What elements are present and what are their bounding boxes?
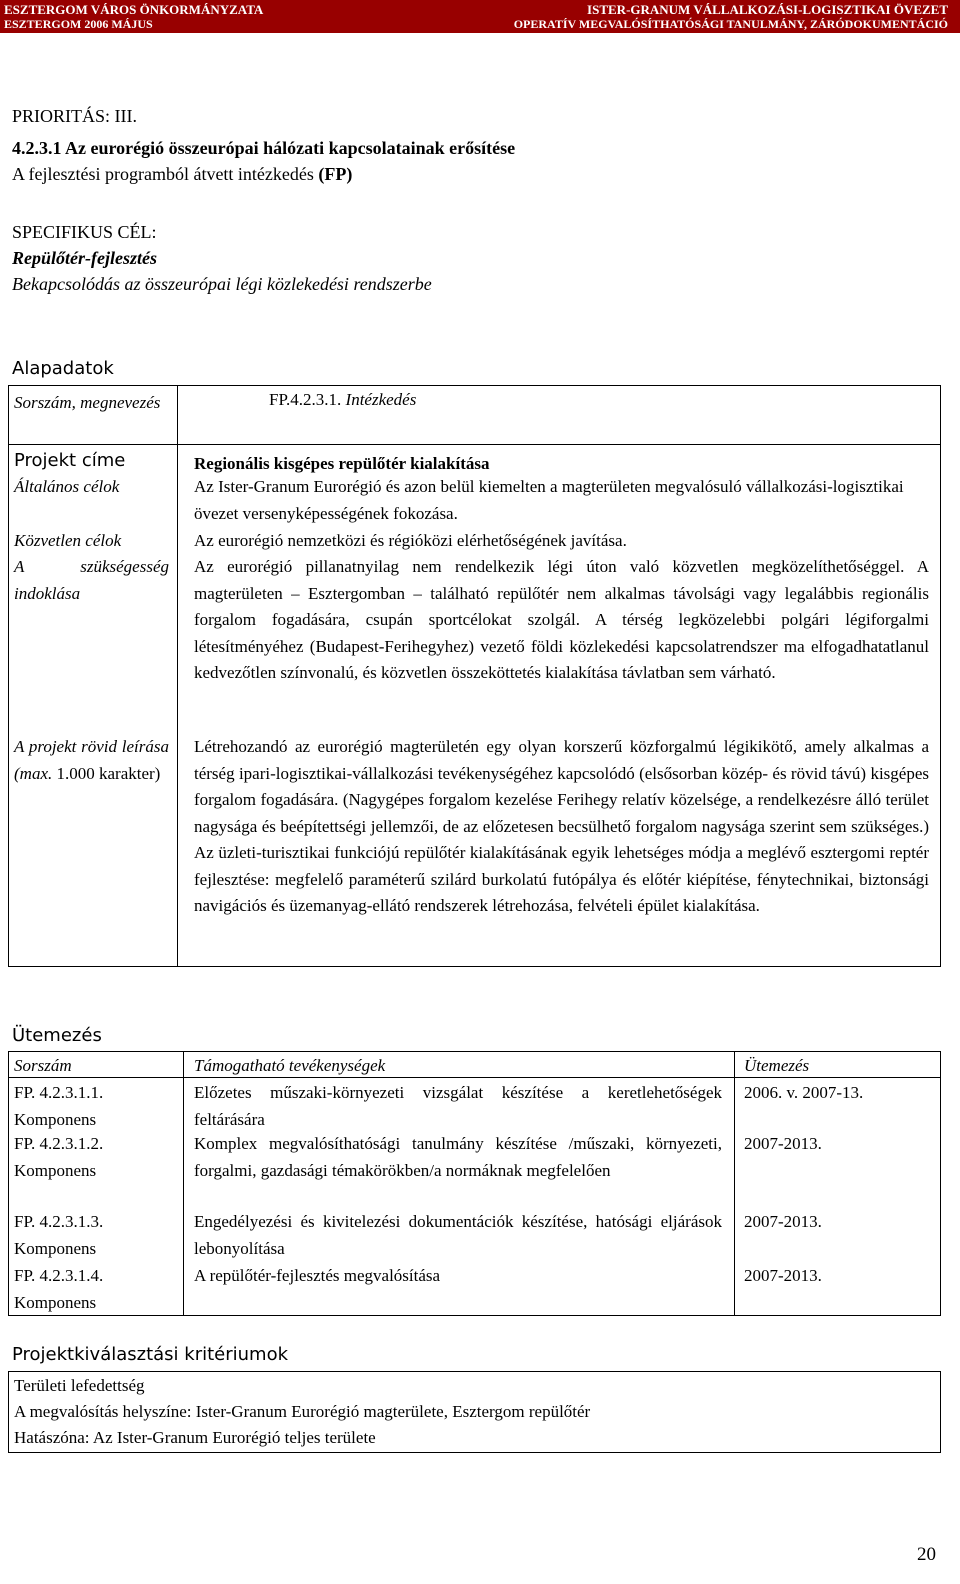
header-date: ESZTERGOM 2006 MÁJUS: [4, 17, 153, 31]
label-sequence: Sorszám, megnevezés: [14, 393, 161, 412]
measure-source-text: A fejlesztési programból átvett intézkedés: [12, 164, 319, 184]
value-sequence-code: FP.4.2.3.1.: [269, 390, 346, 409]
value-justification: Az eurorégió pillanatnyilag nem rendelkezik légi úton való közvetlen megközelíthetőséggel. A magterületen – Esztergomban – található repülőtér nem alkalmas távolsági vagy legalábbis regionális forgalom fogadására, csupán sportcélokat szolgál. A térség legközelebbi polgári légiforgalmi létesítményéhez (Budapest-Ferihegyhez) vezető földi közlekedési kapcsolatrendszer ma elfogadhatatlanul kedvezőtlen színvonalú, és közvetlen összeköttetés kialakítása távlatban sem várható.: [194, 557, 929, 682]
schedule-col-divider-1: [183, 1051, 184, 1316]
schedule-code: FP. 4.2.3.1.3.: [14, 1212, 104, 1231]
label-short-description-text: A projekt rövid leírása (max.: [14, 737, 169, 783]
schedule-type: Komponens: [14, 1292, 97, 1312]
basic-data-column-divider: [177, 385, 178, 967]
schedule-row-code: [14, 1209, 103, 1262]
schedule-row-time: 2007-2013.: [744, 1134, 822, 1153]
schedule-row-code: [14, 1263, 103, 1316]
value-short-description: Létrehozandó az eurorégió magterületén egy olyan korszerű közforgalmú légikikötő, amely alkalmas a térség ipari-logisztikai-vállalkozási tevékenységéhez kapcsolódó (elsősorban közép- és rövid távú) kisgépes forgalom fogadására. (Nagygépes forgalom kezelése Ferihegy relatív közelsége, a rendelkezésre álló terület nagysága és beépítettségi jellemzői, de az előzetesen becsülhető forgalom nagysága szerint sem szükséges.) Az üzleti-turisztikai funkciójú repülőtér kialakításának egyik lehetséges módja a meglévő esztergomi reptér fejlesztése: megfelelő paraméterű szilárd burkolatú futópálya és előtér kiépítése, fénytechnikai, biztonsági navigációs és üzemanyag-ellátó rendszerek létrehozása, felvételi épület kialakítása.: [194, 737, 929, 915]
schedule-row-time: 2006. v. 2007-13.: [744, 1083, 864, 1102]
schedule-row-activity: Előzetes műszaki-környezeti vizsgálat készítése a keretlehetőségek feltárására: [194, 1083, 722, 1129]
schedule-row-time: 2007-2013.: [744, 1212, 822, 1231]
schedule-row-activity: Komplex megvalósíthatósági tanulmány készítése /műszaki, környezeti, forgalmi, gazdasági témakörökben/a normáknak megfelelően: [194, 1134, 722, 1180]
header-doc-type: OPERATÍV MEGVALÓSÍTHATÓSÁGI TANULMÁNY, ZÁRÓDOKUMENTÁCIÓ: [513, 17, 948, 31]
schedule-code: FP. 4.2.3.1.1.: [14, 1083, 104, 1102]
schedule-row-code: [14, 1131, 103, 1184]
schedule-col-divider-2: [734, 1051, 735, 1316]
criteria-line-impact-zone: Hatászóna: Az Ister-Granum Eurorégió teljes területe: [14, 1428, 376, 1447]
value-sequence-kind: Intézkedés: [345, 390, 417, 409]
schedule-type: Komponens: [14, 1238, 97, 1258]
page-number: 20: [917, 1544, 936, 1565]
basic-data-row-divider: [8, 444, 941, 445]
value-sequence: [183, 387, 416, 414]
measure-source-code: (FP): [318, 164, 353, 184]
header-project: ISTER-GRANUM VÁLLALKOZÁSI-LOGISZTIKAI ÖVEZET: [587, 2, 948, 17]
label-general-goals: Általános célok: [14, 477, 120, 496]
value-project-title: Regionális kisgépes repülőtér kialakítása: [194, 454, 490, 473]
specific-goal-description: Bekapcsolódás az összeurópai légi közlekedési rendszerbe: [12, 274, 432, 294]
schedule-col-sequence: Sorszám: [14, 1056, 72, 1075]
specific-goal-label: SPECIFIKUS CÉL:: [12, 222, 157, 242]
label-short-description: [14, 734, 169, 787]
value-direct-goals: Az eurorégió nemzetközi és régióközi elérhetőségének javítása.: [194, 531, 627, 550]
criteria-line-location: A megvalósítás helyszíne: Ister-Granum Eurorégió magterülete, Esztergom repülőtér: [14, 1402, 591, 1421]
schedule-col-timing: Ütemezés: [744, 1056, 810, 1075]
schedule-row-activity: A repülőtér-fejlesztés megvalósítása: [194, 1266, 441, 1285]
schedule-row-code: [14, 1080, 103, 1133]
priority-label: PRIORITÁS: III.: [12, 106, 137, 126]
measure-source: [12, 161, 352, 187]
schedule-row-activity: Engedélyezési és kivitelezési dokumentációk készítése, hatósági eljárások lebonyolítása: [194, 1212, 722, 1258]
basic-data-heading: Alapadatok: [12, 358, 114, 379]
schedule-code: FP. 4.2.3.1.2.: [14, 1134, 104, 1153]
header-organization: ESZTERGOM VÁROS ÖNKORMÁNYZATA: [4, 2, 264, 17]
schedule-type: Komponens: [14, 1109, 97, 1129]
schedule-row-time: 2007-2013.: [744, 1266, 822, 1285]
schedule-col-activities: Támogatható tevékenységek: [194, 1056, 386, 1075]
criteria-line-coverage: Területi lefedettség: [14, 1376, 145, 1395]
specific-goal-title: Repülőtér-fejlesztés: [12, 248, 157, 268]
criteria-heading: Projektkiválasztási kritériumok: [12, 1344, 289, 1365]
measure-title: 4.2.3.1 Az eurorégió összeurópai hálózati kapcsolatainak erősítése: [12, 138, 516, 158]
document-header: [0, 0, 960, 33]
schedule-type: Komponens: [14, 1160, 97, 1180]
label-project-title: Projekt címe: [14, 450, 126, 471]
label-short-description-limit: 1.000 karakter): [56, 763, 161, 783]
label-justification: A szükségesség indoklása: [14, 557, 169, 603]
label-direct-goals: Közvetlen célok: [14, 531, 122, 550]
value-general-goals: Az Ister-Granum Eurorégió és azon belül kiemelten a magterületen megvalósuló vállalkozási-logisztikai övezet versenyképességének fokozása.: [194, 477, 904, 523]
schedule-heading: Ütemezés: [12, 1025, 102, 1046]
schedule-code: FP. 4.2.3.1.4.: [14, 1266, 104, 1285]
